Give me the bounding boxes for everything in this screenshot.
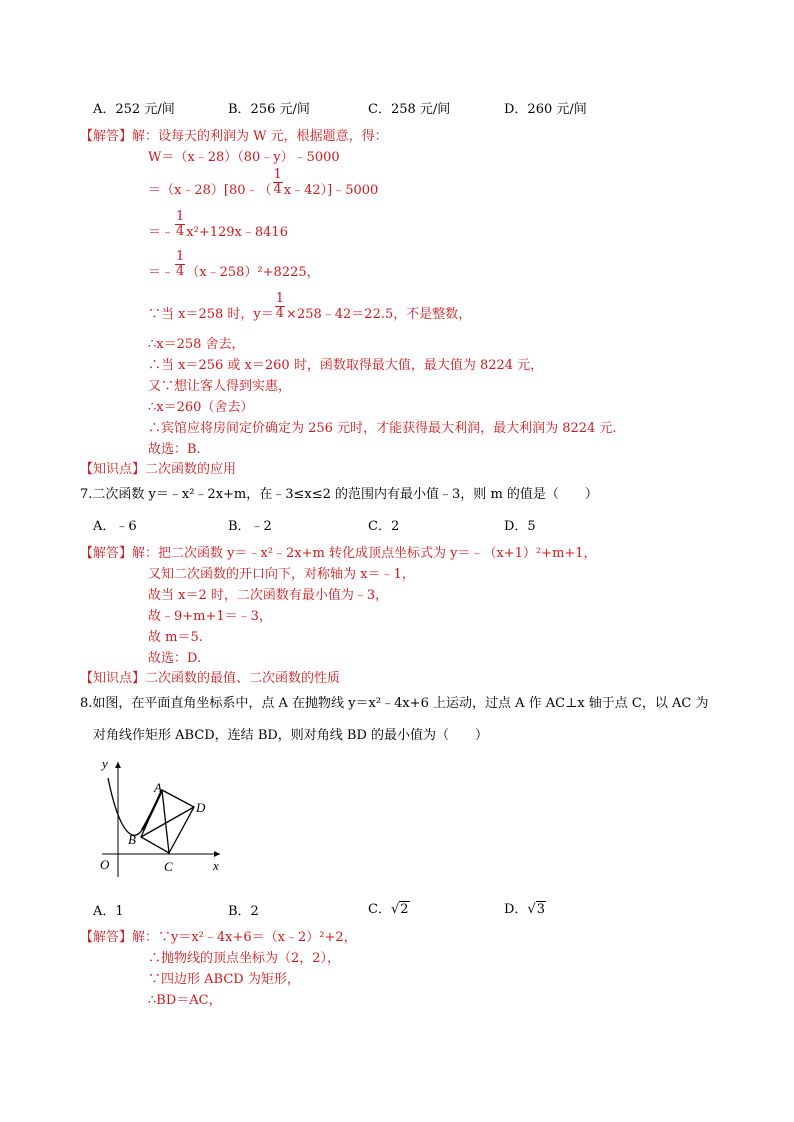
q8-figure [90, 752, 230, 882]
fraction-denominator: 4 [176, 224, 185, 239]
solution-line: 解：把二次函数 y＝﹣x²﹣2x+m 转化成顶点坐标式为 y＝﹣（x+1）²+m+1， [132, 546, 597, 561]
solution-line: 故选：D. [148, 651, 202, 666]
q7-option-b: B．﹣2 [228, 519, 272, 534]
parabola [108, 778, 142, 835]
q8-option-b: B．2 [228, 904, 259, 919]
q6-solution [80, 128, 388, 146]
solution-line: ∴BD＝AC， [148, 993, 222, 1008]
label-y: y [102, 756, 108, 771]
label-x: x [213, 858, 219, 873]
fraction [275, 292, 285, 321]
knowledge-text: 二次函数的应用 [145, 462, 237, 477]
q8-option-c [368, 901, 410, 919]
solution-text: x²+129x﹣8416 [186, 225, 288, 240]
fraction [175, 250, 185, 279]
solution-line: 又∵想让客人得到实惠， [148, 379, 292, 394]
solution-tag: 【解答】 [80, 930, 133, 945]
solution-tag: 【解答】 [80, 129, 133, 144]
solution-line [148, 168, 378, 197]
fraction-denominator: 4 [273, 182, 282, 197]
solution-line: ∴当 x＝256 或 x＝260 时，函数取得最大值，最大值为 8224 元， [148, 358, 544, 373]
knowledge-point [80, 461, 236, 479]
fraction-numerator: 1 [273, 167, 282, 182]
solution-line: ∵四边形 ABCD 为矩形， [148, 972, 300, 987]
solution-text: ＝﹣ [148, 225, 175, 240]
q6-option-d: D．260 元/间 [504, 102, 587, 117]
fraction-denominator: 4 [275, 306, 285, 321]
q6-option-c: C．258 元/间 [368, 102, 451, 117]
radicand: 3 [536, 902, 546, 917]
fraction-denominator: 4 [176, 264, 185, 279]
solution-text: x﹣42）]﹣5000 [283, 183, 379, 198]
q8-stem-line2: 对角线作矩形 ABCD，连结 BD，则对角线 BD 的最小值为（ ） [93, 728, 489, 743]
q7-option-d: D．5 [504, 519, 536, 534]
solution-line [148, 210, 288, 239]
label-a: A [154, 780, 162, 795]
solution-line: ∴x＝258 舍去， [148, 337, 245, 352]
solution-line: 故﹣9+m+1＝﹣3， [148, 609, 272, 624]
q7-option-c: C．2 [368, 519, 400, 534]
solution-text: ＝﹣ [148, 265, 175, 280]
q7-stem: 7.二次函数 y＝﹣x²﹣2x+m，在﹣3≤x≤2 的范围内有最小值﹣3，则 m 的值是（ ） [80, 487, 598, 502]
solution-line: W＝（x﹣28）（80﹣y）﹣5000 [148, 150, 340, 165]
q8-option-d [504, 901, 546, 919]
q8-option-a: A．1 [93, 904, 124, 919]
knowledge-tag: 【知识点】 [80, 462, 146, 477]
fraction [175, 210, 185, 239]
fraction-numerator: 1 [176, 249, 185, 264]
label-b: B [128, 832, 136, 847]
q8-stem-line1: 8.如图，在平面直角坐标系中，点 A 在抛物线 y＝x²﹣4x+6 上运动，过点 A 作 AC⊥x 轴于点 C，以 AC 为 [80, 696, 709, 711]
sqrt-symbol: √2 [390, 902, 409, 917]
solution-line [148, 250, 320, 279]
solution-line: 解：设每天的利润为 W 元，根据题意，得： [132, 129, 388, 144]
solution-line: 故 m＝5. [148, 630, 203, 645]
q8-solution [80, 929, 357, 947]
solution-line: 又知二次函数的开口向下，对称轴为 x＝﹣1， [148, 567, 415, 582]
solution-text: ∵当 x＝258 时，y＝ [148, 307, 274, 322]
solution-line: 故当 x＝2 时，二次函数有最小值为﹣3， [148, 588, 389, 603]
knowledge-text: 二次函数的最值、二次函数的性质 [145, 671, 341, 686]
option-letter: D． [504, 902, 528, 917]
solution-line: 解：∵y＝x²﹣4x+6＝（x﹣2）²+2， [132, 930, 357, 945]
q7-solution [80, 545, 597, 563]
label-d: D [196, 800, 206, 815]
solution-text: ×258﹣42＝22.5，不是整数， [286, 307, 472, 322]
fraction-numerator: 1 [176, 209, 185, 224]
fraction [273, 168, 283, 197]
solution-text: ＝（x﹣28）[80﹣（ [148, 183, 272, 198]
radicand: 2 [400, 902, 409, 917]
solution-tag: 【解答】 [80, 546, 133, 561]
solution-line: ∴抛物线的顶点坐标为（2，2）， [148, 951, 341, 966]
sqrt-symbol: √3 [527, 902, 546, 917]
knowledge-tag: 【知识点】 [80, 671, 146, 686]
label-o: O [100, 857, 110, 872]
solution-line: ∴x＝260（舍去） [148, 400, 254, 415]
solution-text: （x﹣258）²+8225， [186, 265, 320, 280]
knowledge-point [80, 670, 340, 688]
q6-option-a: A．252 元/间 [93, 102, 175, 117]
option-letter: C． [368, 902, 391, 917]
q6-option-b: B．256 元/间 [228, 102, 310, 117]
solution-line [148, 292, 471, 321]
solution-line: ∴宾馆应将房间定价确定为 256 元时，才能获得最大利润，最大利润为 8224 元. [148, 421, 617, 436]
solution-line: 故选：B. [148, 442, 201, 457]
q7-option-a: A．﹣6 [93, 519, 137, 534]
label-c: C [164, 859, 173, 874]
fraction-numerator: 1 [275, 291, 285, 306]
